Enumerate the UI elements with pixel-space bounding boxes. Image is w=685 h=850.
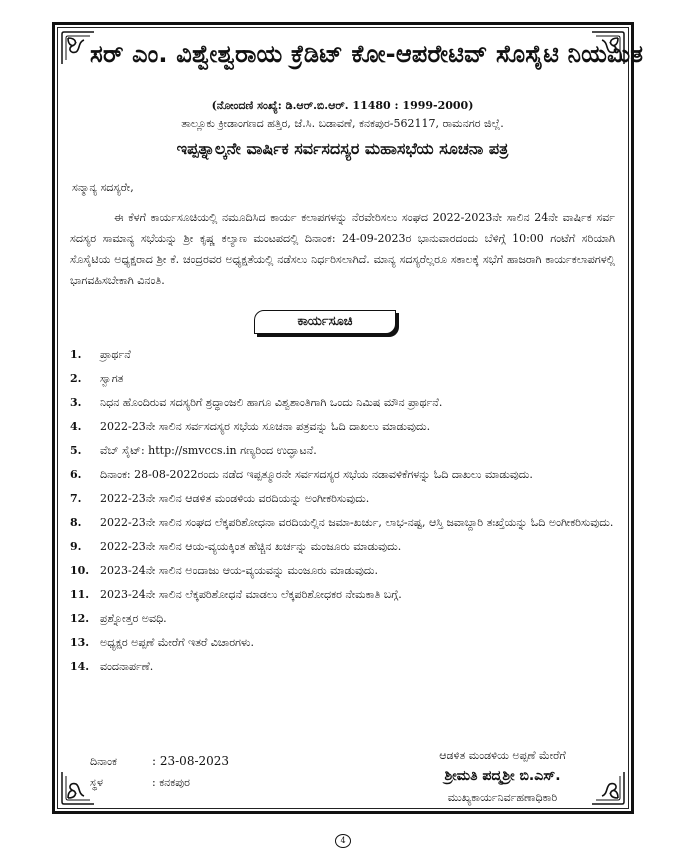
agenda-item-number: 10. — [70, 564, 90, 577]
agenda-item-number: 1. — [70, 348, 82, 361]
notice-paragraph — [70, 207, 615, 291]
agenda-item — [70, 536, 615, 557]
agenda-item-text: ನಿಧನ ಹೊಂದಿರುವ ಸದಸ್ಯರಿಗೆ ಶ್ರದ್ಧಾಂಜಲಿ ಹಾಗೂ ವಿಶ್ವಶಾಂತಿಗಾಗಿ ಒಂದು ನಿಮಿಷ ಮೌನ ಪ್ರಾರ್ಥನೆ. — [100, 396, 443, 409]
notice-paragraph-text: ಈ ಕೆಳಗೆ ಕಾರ್ಯಸೂಚಿಯಲ್ಲಿ ನಮೂದಿಸಿದ ಕಾರ್ಯ ಕಲಾಪಗಳನ್ನು ನೆರವೇರಿಸಲು ಸಂಘದ 2022-2023ನೇ ಸಾಲಿನ 24ನೇ ವಾರ್ಷಿಕ ಸರ್ವ ಸದಸ್ಯರ ಸಾಮಾನ್ಯ ಸಭೆಯನ್ನು ಶ್ರೀ ಕೃಷ್ಣ ಕಲ್ಯಾಣ ಮಂಟಪದಲ್ಲಿ ದಿನಾಂಕ: 24-09-2023ರ ಭಾನುವಾರದಂದು ಬೆಳಿಗ್ಗೆ 10:00 ಗಂಟೆಗೆ ಸರಿಯಾಗಿ ಸೊಸೈಟಿಯ ಅಧ್ಯಕ್ಷರಾದ ಶ್ರೀ ಕೆ. ಚಂದ್ರರವರ ಅಧ್ಯಕ್ಷತೆಯಲ್ಲಿ ನಡೆಸಲು ನಿರ್ಧರಿಸಲಾಗಿದೆ. ಮಾನ್ಯ ಸದಸ್ಯರೆಲ್ಲರೂ ಸಕಾಲಕ್ಕೆ ಸಭೆಗೆ ಹಾಜರಾಗಿ ಕಾರ್ಯಕಲಾಪಗಳಲ್ಲಿ ಭಾಗವಹಿಸಬೇಕಾಗಿ ವಿನಂತಿ. — [70, 211, 615, 287]
agenda-item-number: 2. — [70, 372, 82, 385]
date-label: ದಿನಾಂಕ — [90, 755, 117, 768]
agenda-item-text: ವಂದನಾರ್ಪಣೆ. — [100, 660, 154, 673]
agenda-item — [70, 488, 615, 509]
date-line — [90, 751, 229, 772]
date-value: : 23-08-2023 — [152, 754, 230, 768]
agenda-list — [70, 344, 615, 680]
agenda-heading: ಕಾರ್ಯಸೂಚಿ — [254, 310, 396, 334]
agenda-item-number: 14. — [70, 660, 90, 673]
salutation: ಸನ್ಮಾನ್ಯ ಸದಸ್ಯರೇ, — [72, 181, 134, 194]
agenda-item-number: 3. — [70, 396, 82, 409]
agenda-item — [70, 464, 615, 485]
agenda-item-number: 6. — [70, 468, 82, 481]
agenda-item-text: 2022-23ನೇ ಸಾಲಿನ ಸರ್ವಸದಸ್ಯರ ಸಭೆಯ ಸೂಚನಾ ಪತ್ರವನ್ನು ಓದಿ ದಾಖಲು ಮಾಡುವುದು. — [100, 420, 431, 433]
agenda-item — [70, 656, 615, 677]
agenda-item-text: ಅಧ್ಯಕ್ಷರ ಅಪ್ಪಣೆ ಮೇರೆಗೆ ಇತರೆ ವಿಚಾರಗಳು. — [100, 636, 254, 649]
society-title: ಸರ್ ಎಂ. ವಿಶ್ವೇಶ್ವರಾಯ ಕ್ರೆಡಿಟ್ ಕೋ-ಆಪರೇಟಿವ್ ಸೊಸೈಟಿ ನಿಯಮಿತ — [90, 40, 644, 68]
agenda-item-number: 11. — [70, 588, 90, 601]
signatory-name: ಶ್ರೀಮತಿ ಪದ್ಮಶ್ರೀ ಬಿ.ಎಸ್. — [444, 768, 561, 784]
agenda-item-number: 7. — [70, 492, 82, 505]
agenda-item-text: ಪ್ರಾರ್ಥನೆ — [100, 348, 131, 361]
agenda-item-text: ದಿನಾಂಕ: 28-08-2022ರಂದು ನಡೆದ ಇಪ್ಪತ್ಮೂರನೇ ಸರ್ವಸದಸ್ಯರ ಸಭೆಯ ನಡಾವಳಿಕೆಗಳನ್ನು ಓದಿ ದಾಖಲು ಮಾಡುವುದು. — [100, 468, 533, 481]
registration-number: (ನೋಂದಣಿ ಸಂಖ್ಯೆ: ಡಿ.ಆರ್.ಬಿ.ಆರ್. 11480 : 1999-2000) — [211, 99, 474, 112]
agenda-item-number: 13. — [70, 636, 90, 649]
agenda-item — [70, 344, 615, 365]
society-address: ತಾಲ್ಲೂಕು ಕ್ರೀಡಾಂಗಣದ ಹತ್ತಿರ, ಜೆ.ಸಿ. ಬಡಾವಣೆ, ಕನಕಪುರ-562117, ರಾಮನಗರ ಜಿಲ್ಲೆ. — [181, 117, 504, 130]
agenda-item-text: ಸ್ವಾಗತ — [100, 372, 124, 385]
agenda-item-number: 5. — [70, 444, 82, 457]
agenda-item — [70, 392, 615, 413]
date-place-block — [90, 751, 229, 793]
agenda-item-number: 8. — [70, 516, 82, 529]
agenda-item — [70, 416, 615, 437]
agenda-item-number: 9. — [70, 540, 82, 553]
signatory-title: ಮುಖ್ಯಕಾರ್ಯನಿರ್ವಹಣಾಧಿಕಾರಿ — [447, 791, 558, 804]
agenda-item-text: ವೆಬ್ ಸೈಟ್: http://smvccs.in ಗಣ್ಯರಿಂದ ಉದ್ಘಾಟನೆ. — [100, 444, 317, 457]
agenda-item-text: 2022-23ನೇ ಸಾಲಿನ ಆಯ-ವ್ಯಯಕ್ಕಿಂತ ಹೆಚ್ಚಿನ ಖರ್ಚನ್ನು ಮಂಜೂರು ಮಾಡುವುದು. — [100, 540, 402, 553]
place-line — [90, 772, 229, 793]
agenda-item-text: 2022-23ನೇ ಸಾಲಿನ ಆಡಳಿತ ಮಂಡಳಿಯ ವರದಿಯನ್ನು ಅಂಗೀಕರಿಸುವುದು. — [100, 492, 370, 505]
agenda-item — [70, 608, 615, 629]
agenda-item — [70, 560, 615, 581]
agenda-item-text: 2023-24ನೇ ಸಾಲಿನ ಅಂದಾಜು ಆಯ-ವ್ಯಯವನ್ನು ಮಂಜೂರು ಮಾಡುವುದು. — [100, 564, 379, 577]
agenda-item-number: 4. — [70, 420, 82, 433]
authority-line: ಆಡಳಿತ ಮಂಡಳಿಯ ಅಪ್ಪಣೆ ಮೇರೆಗೆ — [439, 749, 566, 762]
page-number: 4 — [335, 834, 351, 848]
agenda-item — [70, 512, 615, 533]
agenda-item — [70, 368, 615, 389]
agenda-item-number: 12. — [70, 612, 90, 625]
agenda-item-text: 2023-24ನೇ ಸಾಲಿನ ಲೆಕ್ಕಪರಿಶೋಧನೆ ಮಾಡಲು ಲೆಕ್ಕಪರಿಶೋಧಕರ ನೇಮಕಾತಿ ಬಗ್ಗೆ. — [100, 588, 402, 601]
agenda-item — [70, 632, 615, 653]
place-label: ಸ್ಥಳ — [90, 776, 103, 789]
place-value: : ಕನಕಪುರ — [152, 776, 190, 789]
agenda-item — [70, 584, 615, 605]
signature-block — [400, 745, 605, 808]
agenda-item-text: ಪ್ರಶ್ನೋತ್ತರ ಅವಧಿ. — [100, 612, 167, 625]
agenda-item-text: 2022-23ನೇ ಸಾಲಿನ ಸಂಘದ ಲೆಕ್ಕಪರಿಶೋಧನಾ ವರದಿಯಲ್ಲಿನ ಜಮಾ-ಖರ್ಚು, ಲಾಭ-ನಷ್ಟ, ಆಸ್ತಿ ಜವಾಬ್ದಾರಿ ತಃಖ್ತೆಯನ್ನು ಓದಿ ಅಂಗೀಕರಿಸುವುದು. — [100, 516, 614, 529]
notice-title: ಇಪ್ಪತ್ನಾಲ್ಕನೇ ವಾರ್ಷಿಕ ಸರ್ವಸದಸ್ಯರ ಮಹಾಸಭೆಯ ಸೂಚನಾ ಪತ್ರ — [176, 139, 509, 158]
agenda-item — [70, 440, 615, 461]
